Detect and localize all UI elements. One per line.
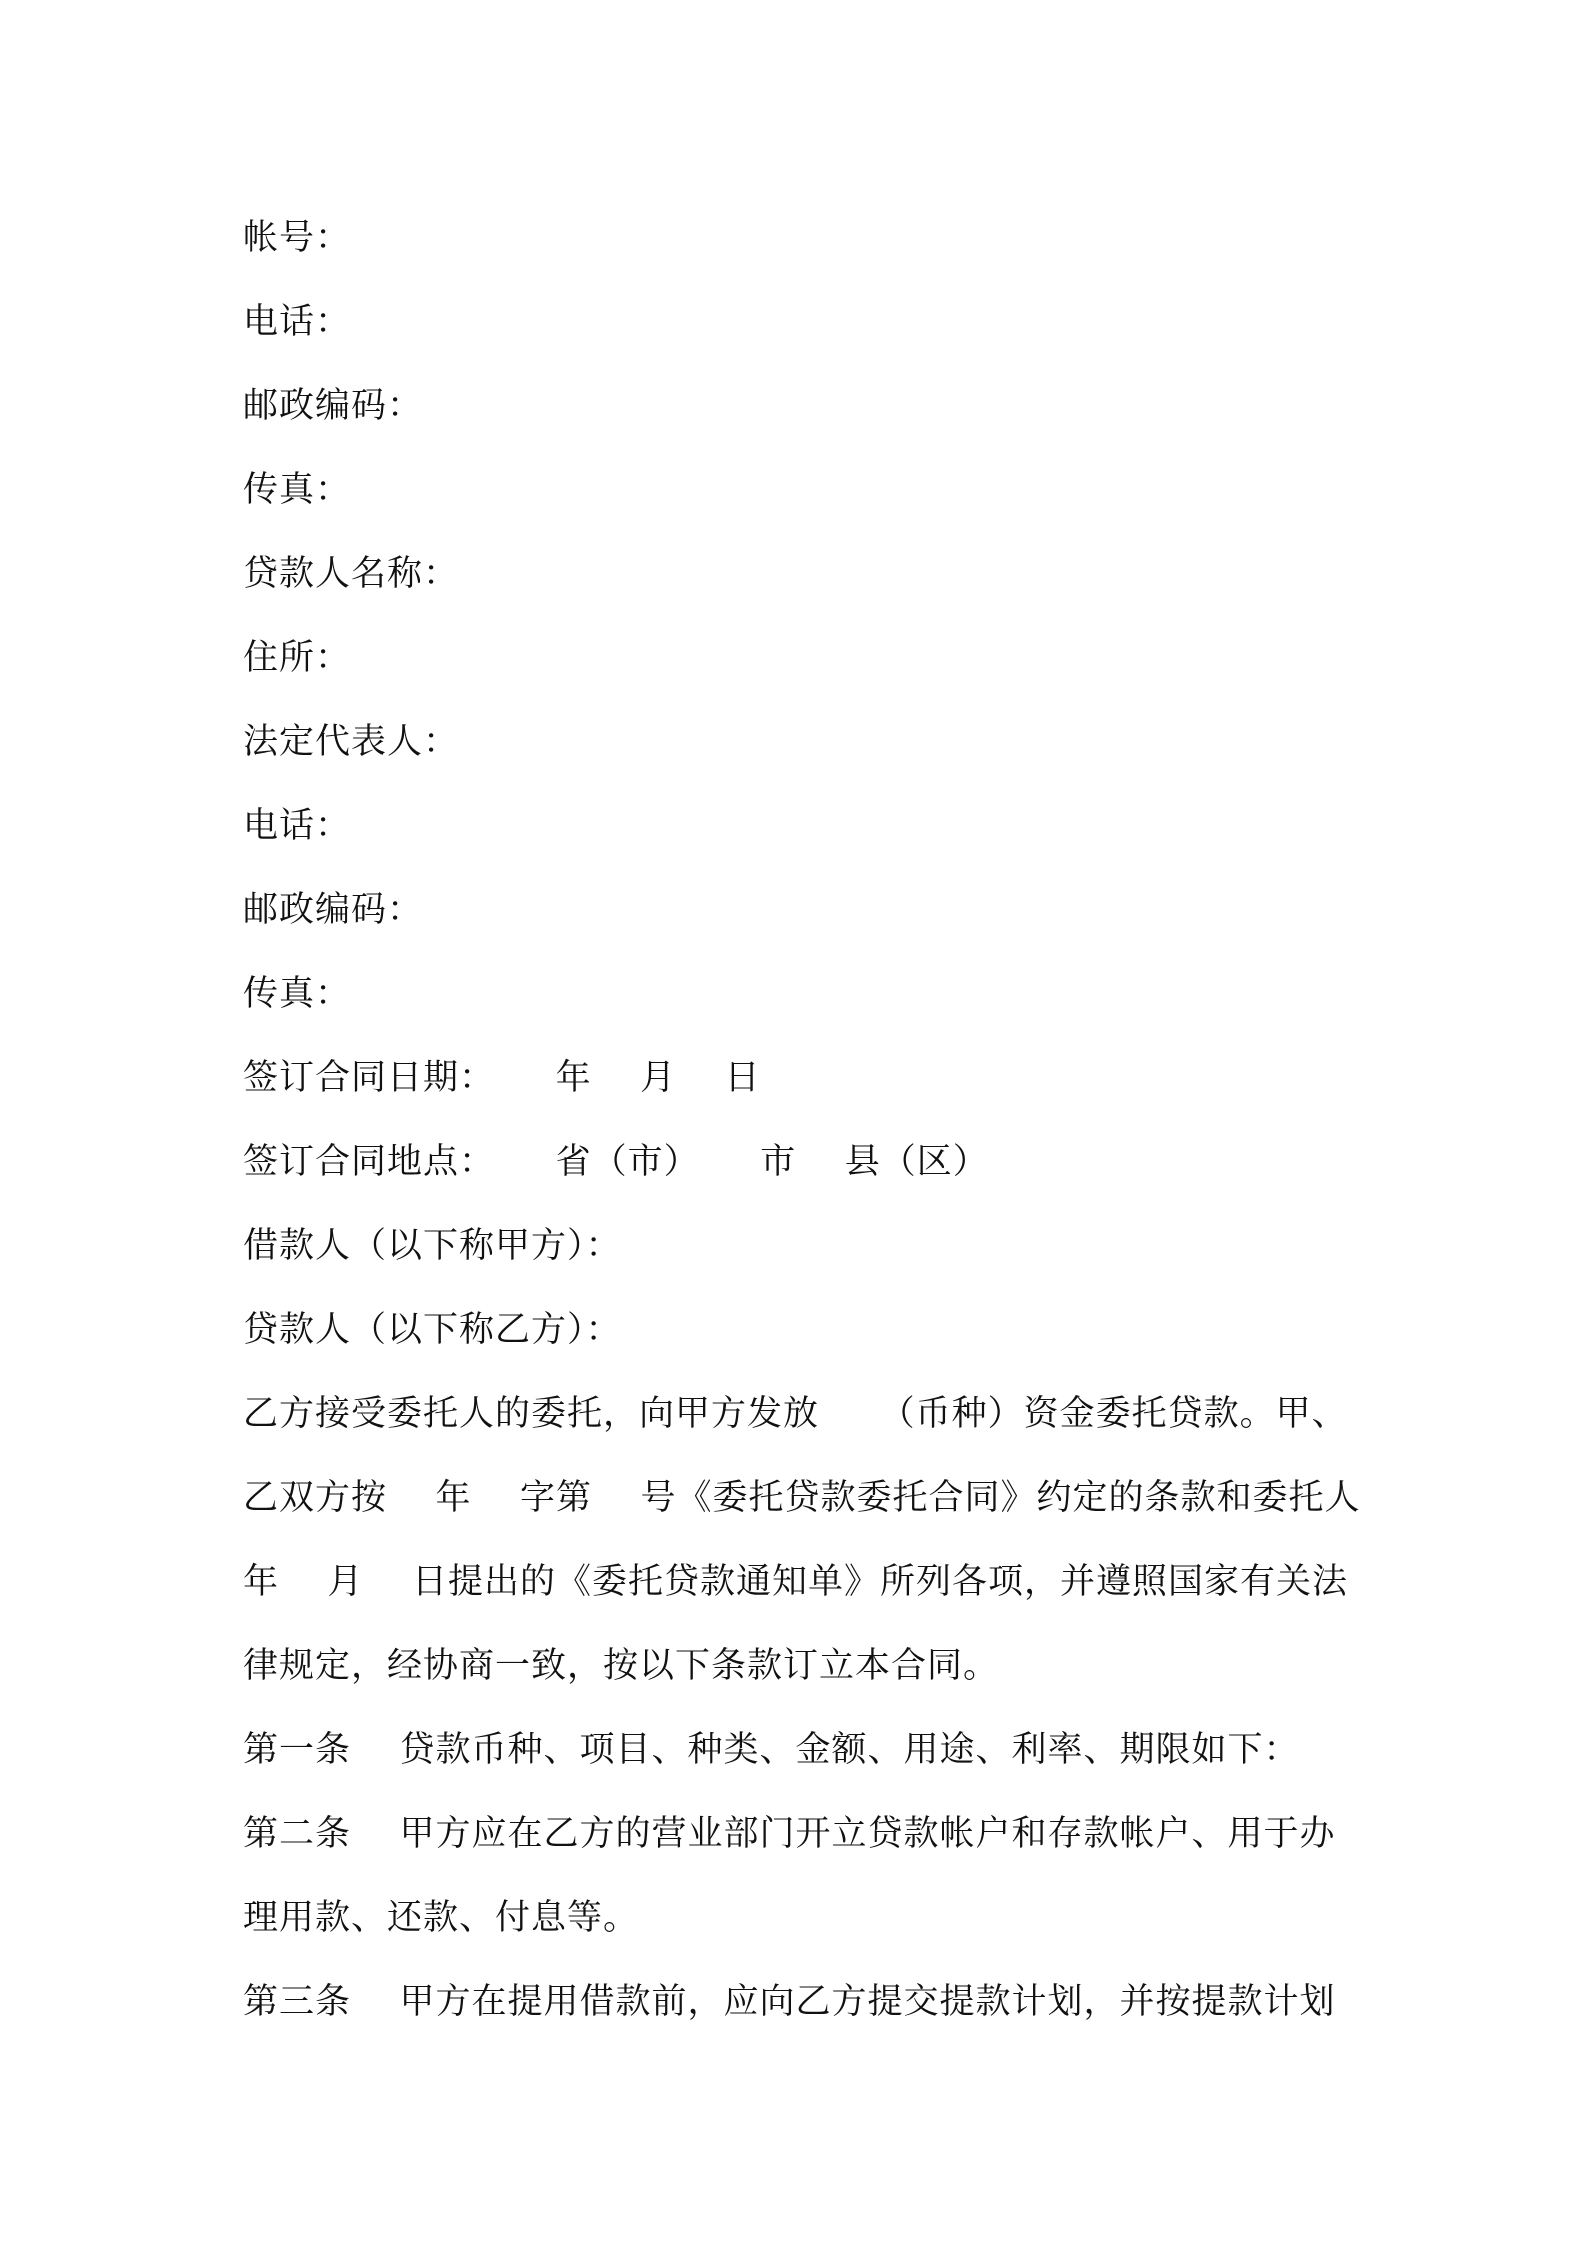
field-lender-name: 贷款人名称： — [243, 554, 460, 594]
field-lender-legal-rep: 法定代表人： — [243, 722, 460, 762]
field-lender-phone: 电话： — [243, 806, 352, 846]
party-a: 借款人（以下称甲方）： — [243, 1226, 622, 1266]
preamble-line: 乙双方按 年 字第 号《委托贷款委托合同》约定的条款和委托人 — [243, 1478, 1361, 1518]
field-postcode: 邮政编码： — [243, 386, 424, 426]
field-phone: 电话： — [243, 302, 352, 342]
preamble-line: 乙方接受委托人的委托，向甲方发放 （币种）资金委托贷款。甲、 — [243, 1394, 1348, 1434]
preamble-line: 年 月 日提出的《委托贷款通知单》所列各项，并遵照国家有关法 — [243, 1562, 1349, 1602]
preamble-line: 律规定，经协商一致，按以下条款订立本合同。 — [243, 1646, 1000, 1686]
sign-place: 签订合同地点： 省（市） 市 县（区） — [243, 1142, 989, 1182]
sign-date: 签订合同日期： 年 月 日 — [243, 1058, 761, 1098]
article-2-line: 第二条 甲方应在乙方的营业部门开立贷款帐户和存款帐户、用于办 — [243, 1814, 1336, 1854]
field-account: 帐号： — [243, 218, 352, 258]
article-1: 第一条 贷款币种、项目、种类、金额、用途、利率、期限如下： — [243, 1730, 1300, 1770]
field-lender-address: 住所： — [243, 638, 352, 678]
field-lender-postcode: 邮政编码： — [243, 890, 424, 930]
document-body — [243, 196, 1361, 2044]
field-lender-fax: 传真： — [243, 974, 352, 1014]
article-2-line: 理用款、还款、付息等。 — [243, 1898, 640, 1938]
article-3: 第三条 甲方在提用借款前，应向乙方提交提款计划，并按提款计划 — [243, 1982, 1336, 2022]
party-b: 贷款人（以下称乙方）： — [243, 1310, 622, 1350]
field-fax: 传真： — [243, 470, 352, 510]
